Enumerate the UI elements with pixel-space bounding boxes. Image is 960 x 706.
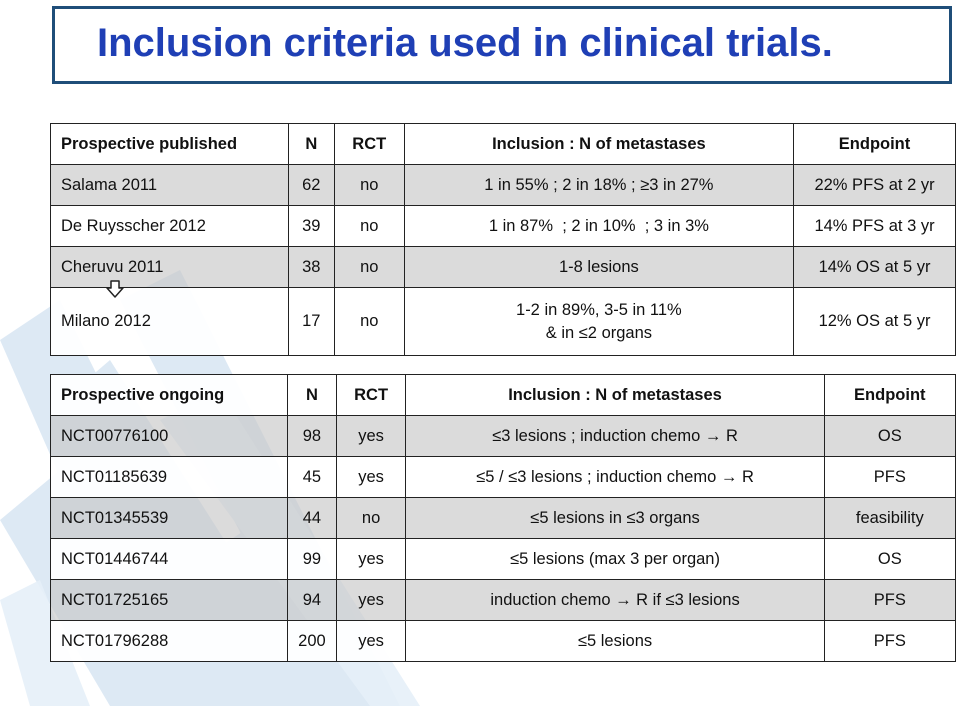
- n-value: 39: [288, 206, 334, 247]
- rct-value: no: [334, 247, 404, 288]
- endpoint-value: PFS: [824, 621, 955, 662]
- trial-name: NCT01446744: [51, 539, 288, 580]
- trial-name: Milano 2012: [51, 288, 289, 356]
- rct-value: no: [334, 165, 404, 206]
- header-cell: RCT: [334, 124, 404, 165]
- table-row: [51, 247, 956, 288]
- n-value: 45: [288, 457, 337, 498]
- header-cell: Endpoint: [824, 375, 955, 416]
- endpoint-value: PFS: [824, 457, 955, 498]
- inclusion-value: ≤3 lesions ; induction chemo → R: [406, 416, 824, 457]
- n-value: 62: [288, 165, 334, 206]
- header-cell: Inclusion : N of metastases: [404, 124, 793, 165]
- ongoing-trials-table: [50, 374, 956, 662]
- endpoint-value: 14% OS at 5 yr: [794, 247, 956, 288]
- trial-name: De Ruysscher 2012: [51, 206, 289, 247]
- trial-name: NCT01725165: [51, 580, 288, 621]
- table-row: [51, 457, 956, 498]
- inclusion-value: [404, 288, 793, 356]
- down-arrow-icon: [106, 280, 124, 298]
- inclusion-value: ≤5 / ≤3 lesions ; induction chemo → R: [406, 457, 824, 498]
- inclusion-line-1: 1-2 in 89%, 3-5 in 11%: [516, 300, 682, 319]
- page-title: Inclusion criteria used in clinical trials.: [97, 21, 833, 65]
- rct-value: yes: [336, 621, 406, 662]
- table-row: [51, 165, 956, 206]
- endpoint-value: 22% PFS at 2 yr: [794, 165, 956, 206]
- header-cell: N: [288, 124, 334, 165]
- rct-value: yes: [336, 457, 406, 498]
- rct-value: no: [334, 288, 404, 356]
- n-value: 17: [288, 288, 334, 356]
- table-row: [51, 288, 956, 356]
- n-value: 44: [288, 498, 337, 539]
- rct-value: yes: [336, 580, 406, 621]
- table-header-row: [51, 124, 956, 165]
- endpoint-value: PFS: [824, 580, 955, 621]
- endpoint-value: 12% OS at 5 yr: [794, 288, 956, 356]
- inclusion-value: ≤5 lesions in ≤3 organs: [406, 498, 824, 539]
- inclusion-line-2: & in ≤2 organs: [545, 323, 653, 342]
- trial-name: Salama 2011: [51, 165, 289, 206]
- table-row: [51, 206, 956, 247]
- header-cell: Prospective published: [51, 124, 289, 165]
- endpoint-value: feasibility: [824, 498, 955, 539]
- title-box: [52, 6, 952, 84]
- rct-value: no: [334, 206, 404, 247]
- inclusion-value: 1-8 lesions: [404, 247, 793, 288]
- endpoint-value: OS: [824, 539, 955, 580]
- inclusion-value: induction chemo → R if ≤3 lesions: [406, 580, 824, 621]
- table-row: [51, 498, 956, 539]
- header-cell: Inclusion : N of metastases: [406, 375, 824, 416]
- n-value: 38: [288, 247, 334, 288]
- table-row: [51, 416, 956, 457]
- table-row: [51, 539, 956, 580]
- header-cell: Prospective ongoing: [51, 375, 288, 416]
- rct-value: yes: [336, 539, 406, 580]
- trial-name: Cheruvu 2011: [51, 247, 289, 288]
- trial-name: NCT01345539: [51, 498, 288, 539]
- inclusion-value: 1 in 55% ; 2 in 18% ; ≥3 in 27%: [404, 165, 793, 206]
- header-cell: RCT: [336, 375, 406, 416]
- inclusion-value: ≤5 lesions: [406, 621, 824, 662]
- inclusion-value: 1 in 87% ; 2 in 10% ; 3 in 3%: [404, 206, 793, 247]
- inclusion-value: ≤5 lesions (max 3 per organ): [406, 539, 824, 580]
- n-value: 98: [288, 416, 337, 457]
- table-row: [51, 621, 956, 662]
- endpoint-value: OS: [824, 416, 955, 457]
- published-trials-table: [50, 123, 956, 356]
- trial-name: NCT01796288: [51, 621, 288, 662]
- n-value: 200: [288, 621, 337, 662]
- table-row: [51, 580, 956, 621]
- header-cell: N: [288, 375, 337, 416]
- rct-value: no: [336, 498, 406, 539]
- trial-name: NCT00776100: [51, 416, 288, 457]
- table-header-row: [51, 375, 956, 416]
- n-value: 94: [288, 580, 337, 621]
- header-cell: Endpoint: [794, 124, 956, 165]
- trial-name: NCT01185639: [51, 457, 288, 498]
- n-value: 99: [288, 539, 337, 580]
- rct-value: yes: [336, 416, 406, 457]
- endpoint-value: 14% PFS at 3 yr: [794, 206, 956, 247]
